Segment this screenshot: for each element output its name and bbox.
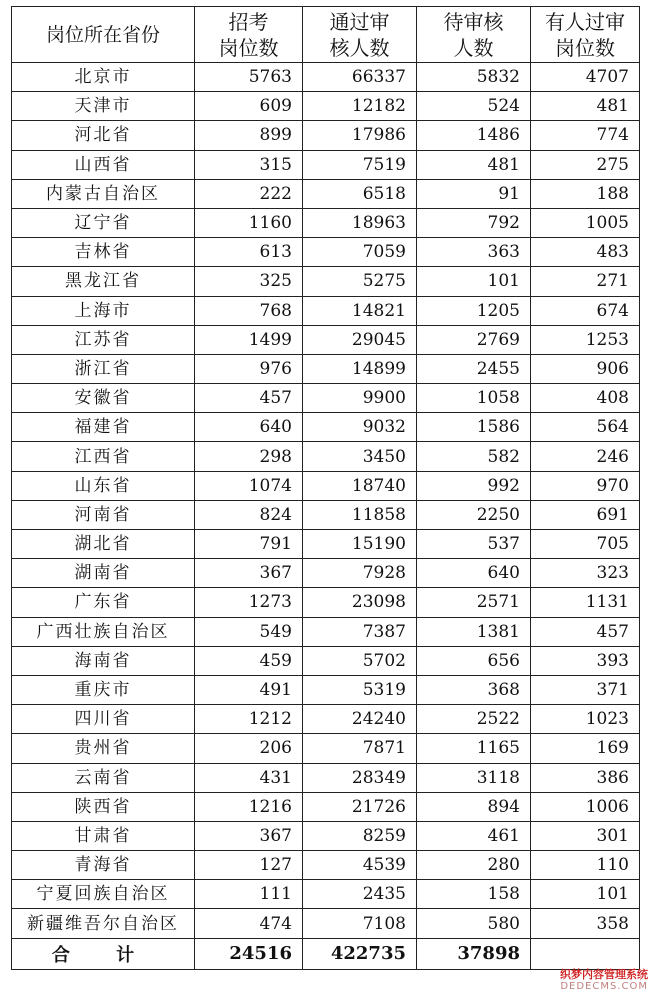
cell-approved: 2435: [303, 880, 417, 909]
cell-pending: 158: [417, 880, 531, 909]
cell-pending: 656: [417, 646, 531, 675]
cell-pending: 363: [417, 238, 531, 267]
cell-positions-with-approved: 1006: [531, 792, 640, 821]
cell-positions: 1160: [195, 208, 303, 237]
total-approved: 422735: [303, 938, 417, 969]
cell-pending: 2522: [417, 705, 531, 734]
table-header-row: [12, 7, 640, 63]
cell-positions: 457: [195, 384, 303, 413]
cell-pending: 5832: [417, 63, 531, 92]
table-row: [12, 646, 640, 675]
cell-province: 辽宁省: [12, 208, 195, 237]
cell-province: 湖南省: [12, 559, 195, 588]
cell-approved: 7108: [303, 909, 417, 938]
cell-approved: 4539: [303, 851, 417, 880]
cell-positions-with-approved: 1253: [531, 325, 640, 354]
table-row: [12, 208, 640, 237]
cell-pending: 2571: [417, 588, 531, 617]
cell-province: 云南省: [12, 763, 195, 792]
cell-positions-with-approved: 906: [531, 354, 640, 383]
cell-approved: 5702: [303, 646, 417, 675]
total-pending: 37898: [417, 938, 531, 969]
cell-approved: 17986: [303, 121, 417, 150]
cell-approved: 5319: [303, 675, 417, 704]
cell-province: 四川省: [12, 705, 195, 734]
cell-approved: 11858: [303, 500, 417, 529]
table-row: [12, 325, 640, 354]
header-positions: 招考 岗位数: [195, 7, 303, 63]
cell-pending: 1165: [417, 734, 531, 763]
cell-positions-with-approved: 271: [531, 267, 640, 296]
cell-pending: 461: [417, 821, 531, 850]
cell-positions-with-approved: 691: [531, 500, 640, 529]
cell-positions-with-approved: 301: [531, 821, 640, 850]
cell-approved: 7519: [303, 150, 417, 179]
cell-positions-with-approved: 1005: [531, 208, 640, 237]
table-row: [12, 705, 640, 734]
cell-pending: 524: [417, 92, 531, 121]
cell-approved: 7059: [303, 238, 417, 267]
cell-province: 河北省: [12, 121, 195, 150]
table-row: [12, 617, 640, 646]
cell-province: 浙江省: [12, 354, 195, 383]
cell-positions: 640: [195, 413, 303, 442]
cell-positions: 824: [195, 500, 303, 529]
cell-positions: 127: [195, 851, 303, 880]
cell-positions-with-approved: 1023: [531, 705, 640, 734]
cell-province: 福建省: [12, 413, 195, 442]
cell-pending: 1486: [417, 121, 531, 150]
cell-positions-with-approved: 323: [531, 559, 640, 588]
cell-approved: 66337: [303, 63, 417, 92]
table-row: [12, 500, 640, 529]
cell-pending: 1205: [417, 296, 531, 325]
cell-province: 宁夏回族自治区: [12, 880, 195, 909]
cell-positions-with-approved: 564: [531, 413, 640, 442]
cell-approved: 9032: [303, 413, 417, 442]
cell-positions-with-approved: 386: [531, 763, 640, 792]
cell-province: 新疆维吾尔自治区: [12, 909, 195, 938]
cell-pending: 1058: [417, 384, 531, 413]
cell-approved: 9900: [303, 384, 417, 413]
table-row: [12, 734, 640, 763]
cell-pending: 280: [417, 851, 531, 880]
cell-province: 青海省: [12, 851, 195, 880]
cell-positions-with-approved: 4707: [531, 63, 640, 92]
watermark: [528, 969, 648, 993]
cell-positions-with-approved: 188: [531, 179, 640, 208]
cell-province: 湖北省: [12, 530, 195, 559]
exam-positions-table: [11, 6, 640, 970]
cell-approved: 29045: [303, 325, 417, 354]
cell-positions: 613: [195, 238, 303, 267]
table-row: [12, 413, 640, 442]
cell-positions: 298: [195, 442, 303, 471]
header-approved: 通过审 核人数: [303, 7, 417, 63]
cell-positions-with-approved: 358: [531, 909, 640, 938]
table-body: [12, 63, 640, 939]
cell-province: 重庆市: [12, 675, 195, 704]
cell-province: 上海市: [12, 296, 195, 325]
cell-pending: 91: [417, 179, 531, 208]
cell-positions: 459: [195, 646, 303, 675]
cell-positions-with-approved: 705: [531, 530, 640, 559]
cell-province: 安徽省: [12, 384, 195, 413]
cell-approved: 23098: [303, 588, 417, 617]
cell-positions: 367: [195, 821, 303, 850]
total-label: 合 计: [12, 938, 195, 969]
cell-positions-with-approved: 970: [531, 471, 640, 500]
cell-pending: 368: [417, 675, 531, 704]
table-row: [12, 238, 640, 267]
cell-positions-with-approved: 393: [531, 646, 640, 675]
table-row: [12, 675, 640, 704]
cell-province: 天津市: [12, 92, 195, 121]
cell-positions-with-approved: 110: [531, 851, 640, 880]
cell-approved: 5275: [303, 267, 417, 296]
table-row: [12, 354, 640, 383]
cell-province: 甘肃省: [12, 821, 195, 850]
cell-positions-with-approved: 483: [531, 238, 640, 267]
cell-positions-with-approved: 408: [531, 384, 640, 413]
cell-positions-with-approved: 169: [531, 734, 640, 763]
cell-positions: 222: [195, 179, 303, 208]
cell-pending: 640: [417, 559, 531, 588]
header-positions-with-approved: 有人过审 岗位数: [531, 7, 640, 63]
cell-province: 江苏省: [12, 325, 195, 354]
cell-pending: 2250: [417, 500, 531, 529]
cell-pending: 2769: [417, 325, 531, 354]
cell-positions: 474: [195, 909, 303, 938]
total-row: [12, 938, 640, 969]
cell-positions-with-approved: 457: [531, 617, 640, 646]
cell-province: 江西省: [12, 442, 195, 471]
cell-approved: 8259: [303, 821, 417, 850]
cell-approved: 6518: [303, 179, 417, 208]
table-row: [12, 851, 640, 880]
table-row: [12, 588, 640, 617]
cell-province: 北京市: [12, 63, 195, 92]
cell-positions: 1074: [195, 471, 303, 500]
cell-province: 河南省: [12, 500, 195, 529]
cell-approved: 18963: [303, 208, 417, 237]
table-row: [12, 92, 640, 121]
table-row: [12, 471, 640, 500]
table-row: [12, 880, 640, 909]
cell-positions-with-approved: 246: [531, 442, 640, 471]
table-row: [12, 179, 640, 208]
cell-approved: 14899: [303, 354, 417, 383]
table-row: [12, 530, 640, 559]
watermark-title: 织梦内容管理系统: [560, 968, 648, 981]
header-province: 岗位所在省份: [12, 7, 195, 63]
table-row: [12, 121, 640, 150]
cell-pending: 582: [417, 442, 531, 471]
cell-positions: 111: [195, 880, 303, 909]
cell-pending: 792: [417, 208, 531, 237]
cell-approved: 15190: [303, 530, 417, 559]
cell-pending: 481: [417, 150, 531, 179]
cell-approved: 18740: [303, 471, 417, 500]
cell-positions: 315: [195, 150, 303, 179]
cell-province: 海南省: [12, 646, 195, 675]
cell-pending: 580: [417, 909, 531, 938]
total-positions: 24516: [195, 938, 303, 969]
cell-approved: 3450: [303, 442, 417, 471]
cell-province: 广东省: [12, 588, 195, 617]
cell-positions: 976: [195, 354, 303, 383]
cell-positions: 1273: [195, 588, 303, 617]
cell-province: 山西省: [12, 150, 195, 179]
cell-positions: 899: [195, 121, 303, 150]
cell-positions: 206: [195, 734, 303, 763]
table-row: [12, 150, 640, 179]
cell-positions: 791: [195, 530, 303, 559]
table-row: [12, 384, 640, 413]
cell-positions: 325: [195, 267, 303, 296]
table-row: [12, 296, 640, 325]
table-row: [12, 63, 640, 92]
cell-pending: 101: [417, 267, 531, 296]
cell-pending: 537: [417, 530, 531, 559]
cell-pending: 992: [417, 471, 531, 500]
cell-province: 贵州省: [12, 734, 195, 763]
header-pending: 待审核 人数: [417, 7, 531, 63]
cell-approved: 12182: [303, 92, 417, 121]
table-row: [12, 442, 640, 471]
cell-pending: 894: [417, 792, 531, 821]
cell-approved: 24240: [303, 705, 417, 734]
cell-positions: 491: [195, 675, 303, 704]
table-row: [12, 792, 640, 821]
cell-province: 广西壮族自治区: [12, 617, 195, 646]
cell-province: 黑龙江省: [12, 267, 195, 296]
cell-pending: 3118: [417, 763, 531, 792]
cell-positions: 431: [195, 763, 303, 792]
cell-approved: 21726: [303, 792, 417, 821]
cell-positions-with-approved: 481: [531, 92, 640, 121]
watermark-url: DEDECMS.COM: [560, 981, 648, 992]
table-row: [12, 763, 640, 792]
cell-positions-with-approved: 1131: [531, 588, 640, 617]
cell-positions-with-approved: 674: [531, 296, 640, 325]
cell-approved: 7928: [303, 559, 417, 588]
cell-positions-with-approved: 371: [531, 675, 640, 704]
table-row: [12, 909, 640, 938]
cell-province: 陕西省: [12, 792, 195, 821]
table-row: [12, 267, 640, 296]
cell-positions: 1212: [195, 705, 303, 734]
cell-province: 吉林省: [12, 238, 195, 267]
cell-approved: 7871: [303, 734, 417, 763]
cell-approved: 14821: [303, 296, 417, 325]
cell-pending: 1586: [417, 413, 531, 442]
cell-positions-with-approved: 774: [531, 121, 640, 150]
cell-approved: 28349: [303, 763, 417, 792]
cell-positions: 609: [195, 92, 303, 121]
cell-province: 山东省: [12, 471, 195, 500]
cell-positions: 1499: [195, 325, 303, 354]
cell-positions: 768: [195, 296, 303, 325]
cell-positions: 1216: [195, 792, 303, 821]
cell-positions-with-approved: 275: [531, 150, 640, 179]
table-row: [12, 559, 640, 588]
cell-province: 内蒙古自治区: [12, 179, 195, 208]
cell-positions: 549: [195, 617, 303, 646]
table-row: [12, 821, 640, 850]
cell-pending: 2455: [417, 354, 531, 383]
cell-positions: 367: [195, 559, 303, 588]
cell-approved: 7387: [303, 617, 417, 646]
cell-positions-with-approved: 101: [531, 880, 640, 909]
cell-positions: 5763: [195, 63, 303, 92]
cell-pending: 1381: [417, 617, 531, 646]
total-positions-with-approved: [531, 938, 640, 969]
